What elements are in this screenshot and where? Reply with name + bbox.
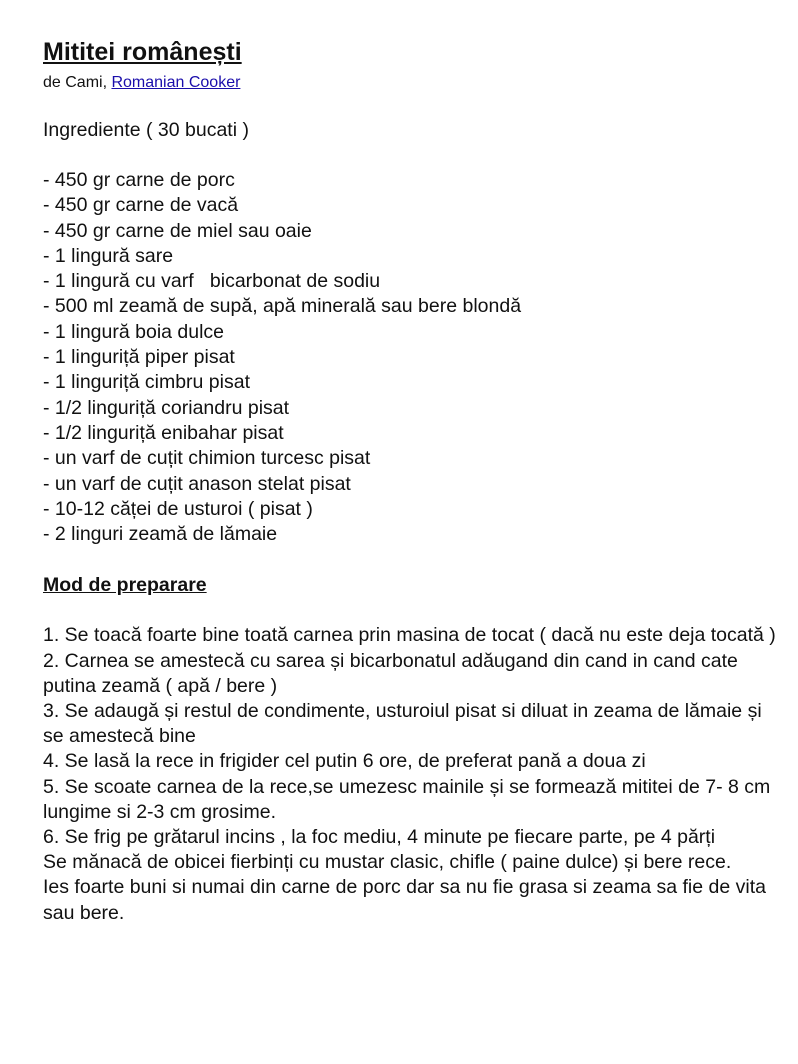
ingredient-item: - 2 linguri zeamă de lămaie <box>43 523 278 546</box>
step-paragraph: 3. Se adaugă și restul de condimente, usturoiul pisat si diluat in zeama de lămaie și se amestecă bine <box>43 700 762 748</box>
ingredient-item: - 450 gr carne de porc <box>43 169 235 191</box>
ingredient-item: - 450 gr carne de miel sau oaie <box>43 219 312 242</box>
ingredient-item: - 450 gr carne de vacă <box>43 194 239 217</box>
ingredient-item: - 1/2 linguriță coriandru pisat <box>43 396 290 419</box>
byline-author: de Cami, <box>43 74 112 91</box>
byline <box>43 70 778 96</box>
ingredient-item: - 10-12 căței de usturoi ( pisat ) <box>43 497 313 520</box>
serving-note: Se mănacă de obicei fierbinți cu mustar clasic, chifle ( paine dulce) și bere rece. <box>43 851 732 874</box>
step-paragraph: 6. Se frig pe grătarul incins , la foc mediu, 4 minute pe fiecare parte, pe 4 părți <box>43 826 716 849</box>
ingredient-item: - 1 lingură cu varf bicarbonat de sodiu <box>43 270 381 293</box>
ingredient-item: - un varf de cuțit anason stelat pisat <box>43 472 351 495</box>
ingredient-item: - un varf de cuțit chimion turcesc pisat <box>43 447 371 470</box>
step-paragraph: 4. Se lasă la rece in frigider cel putin 6 ore, de preferat pană a doua zi <box>43 750 646 773</box>
step-paragraph: 5. Se scoate carnea de la rece,se umezesc mainile și se formează mititei de 7- 8 cm lungime si 2-3 cm grosime. <box>43 775 771 823</box>
step-paragraph: 2. Carnea se amestecă cu sarea și bicarbonatul adăugand din cand in cand cate putina zeamă ( apă / bere ) <box>43 649 738 697</box>
romanian-cooker-link[interactable]: Romanian Cooker <box>111 74 241 91</box>
ingredients-list <box>43 168 778 547</box>
ingredients-heading: Ingrediente ( 30 bucati ) <box>43 119 249 141</box>
preparation-steps <box>43 623 778 925</box>
ingredient-item: - 1/2 linguriță enibahar pisat <box>43 421 284 444</box>
ingredient-item: - 500 ml zeamă de supă, apă minerală sau bere blondă <box>43 295 522 318</box>
ingredient-item: - 1 linguriță cimbru pisat <box>43 371 250 394</box>
ingredient-item: - 1 linguriță piper pisat <box>43 346 235 369</box>
ingredient-item: - 1 lingură sare <box>43 244 174 267</box>
variation-note: Ies foarte buni si numai din carne de porc dar sa nu fie grasa si zeama sa fie de vita sau bere. <box>43 876 766 924</box>
ingredient-item: - 1 lingură boia dulce <box>43 320 225 343</box>
method-heading: Mod de preparare <box>43 574 207 597</box>
recipe-title: Mititei românești <box>43 38 242 66</box>
step-paragraph: 1. Se toacă foarte bine toată carnea prin masina de tocat ( dacă nu este deja tocată ) <box>43 624 776 647</box>
